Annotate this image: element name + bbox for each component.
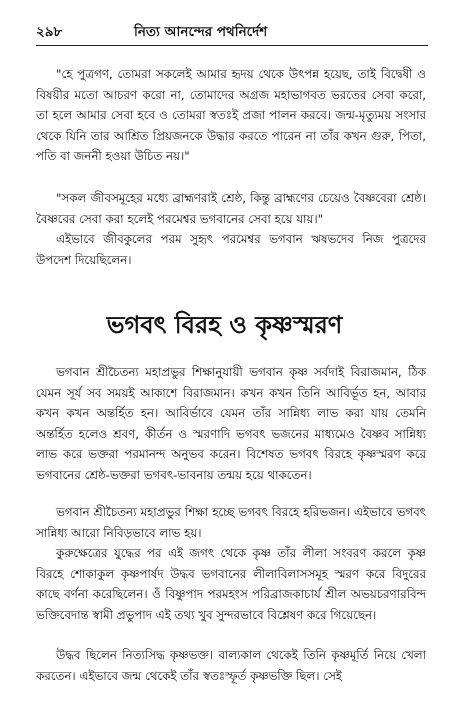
body-paragraph-1: ভগবান শ্রীচৈতন্য মহাপ্রভুর শিক্ষানুযায়ী ভগবান কৃষ্ণ সর্বদাই বিরাজমান, ঠিক যেমন সূর্য সব সময়ই আকাশে বিরাজমান। কখন কখন তিনি আবির্ভূত হন, আবার কখন কখন অন্তর্হিত হন। আবির্ভাবে যেমন তাঁর সান্নিধ্য লাভ করা যায় তেমনি অন্তর্হিত হলেও শ্রবণ, কীর্তন ও স্মরণাদি ভগবৎ ভজনের মাধ্যমেও বৈষ্ণব সান্নিধ্য লাভ করে ভক্তরা পরমানন্দ অনুভব করেন। বিশেষত ভগবৎ বিরহে কৃষ্ণস্মরণ করে ভগবানের শ্রেষ্ঠ-ভক্তরা ভগবৎ-ভাবনায় তন্ময় হয়ে থাকতেন।	[36, 365, 426, 482]
running-header	[36, 22, 426, 42]
chapter-title: ভগবৎ বিরহ ও কৃষ্ণস্মরণ	[106, 310, 343, 339]
body-paragraph-2: ভগবান শ্রীচৈতন্য মহাপ্রভুর শিক্ষা হচ্ছে ভগবৎ বিরহে হরিভজন। এইভাবে ভগবৎ সান্নিধ্য আরো নিবিড়ভাবে লাভ হয়।	[36, 505, 426, 540]
quote-paragraph-1: "হে পুত্রগণ, তোমরা সকলেই আমার হৃদয় থেকে উৎপন্ন হয়েছ, তাই বিদ্বেষী ও বিষয়ীর মতো আচরণ করো না, তোমাদের অগ্রজ মহাভাগবত ভরতের সেবা করো, তা হলে আমার সেবা হবে ও তোমরা স্বতঃই প্রজা পালন করবে। জন্ম-মৃত্যুময় সংসার থেকে যিনি তার আশ্রিত প্রিয়জনকে উদ্ধার করতে পারেন না তাঁর কখন গুরু, পিতা, পতি বা জননী হওয়া উচিত নয়।"	[36, 67, 426, 163]
page-number: ২৯৮	[36, 24, 63, 40]
quote-paragraph-3: এইভাবে জীবকুলের পরম সুহৃৎ পরমেশ্বর ভগবান ঋষভদেব নিজ পুত্রদের উপদেশ দিয়েছিলেন।	[36, 232, 426, 267]
running-title: নিত্য আনন্দের পথনির্দেশ	[134, 24, 268, 40]
body-paragraph-3: কুরুক্ষেত্রের যুদ্ধের পর এই জগৎ থেকে কৃষ্ণ তাঁর লীলা সংবরণ করলে কৃষ্ণ বিরহে শোকাকুল কৃষ্ণপার্ষদ উদ্ধব ভগবানের লীলাবিলাসসমূহ স্মরণ করে বিদুরের কাছে বর্ণনা করেছিলেন। ওঁ বিষ্ণুপাদ পরমহংস পরিব্রাজকাচার্য শ্রীল অভয়চরণারবিন্দ ভক্তিবেদান্ত স্বামী প্রভুপাদ এই তথ্য খুব সুন্দরভাবে বিশ্লেষণ করে গিয়েছেন।	[36, 546, 426, 622]
body-paragraph-4: উদ্ধব ছিলেন নিত্যসিদ্ধ কৃষ্ণভক্ত। বাল্যকাল থেকেই তিনি কৃষ্ণমূর্তি নিয়ে খেলা করতেন। এইভাবে জন্ম থেকেই তাঁর স্বতঃস্ফূর্ত কৃষ্ণভক্তি ছিল। সেই	[36, 648, 426, 683]
header-rule	[36, 45, 428, 46]
quote-paragraph-2: "সকল জীবসমূহের মধ্যে ব্রাহ্মণরাই শ্রেষ্ঠ, কিন্তু ব্রাহ্মণের চেয়েও বৈষ্ণবেরা শ্রেষ্ঠ। বৈষ্ণবের সেবা করা হলেই পরমেশ্বর ভগবানের সেবা হয়ে যায়।"	[36, 191, 426, 226]
